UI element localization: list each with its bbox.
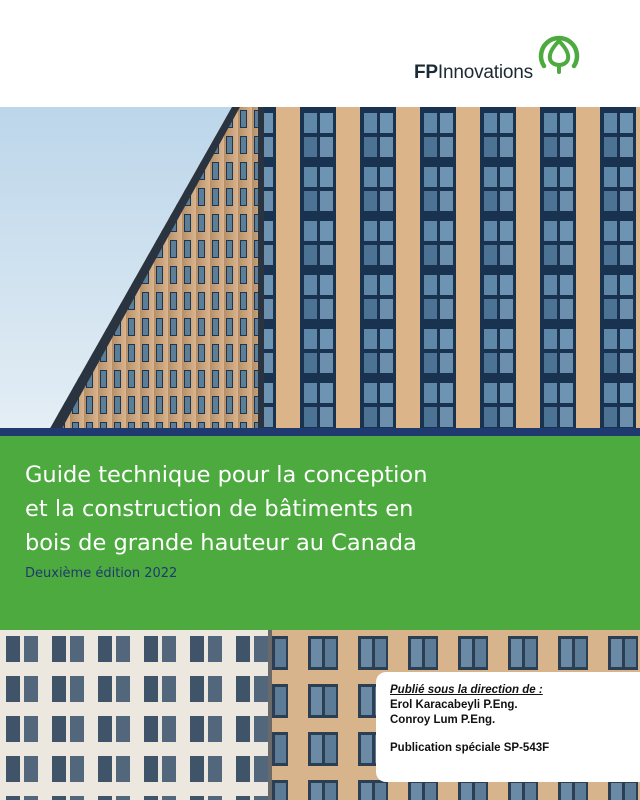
cover-header: [0, 0, 640, 107]
logo-wordmark: FPInnovations: [414, 62, 533, 83]
divider-band: [0, 428, 640, 436]
fpinnovations-logo: [414, 32, 594, 92]
title-line: et la construction de bâtiments en: [25, 496, 414, 522]
document-title: [25, 458, 625, 560]
title-line: Guide technique pour la conception: [25, 462, 428, 488]
publication-info-box: [376, 672, 640, 782]
published-by-label: Publié sous la direction de :: [390, 684, 543, 696]
publication-number: Publication spéciale SP-543F: [390, 742, 550, 754]
tree-leaf-icon: [536, 32, 582, 78]
edition-label: Deuxième édition 2022: [25, 566, 178, 581]
building-photo-top: [0, 107, 640, 432]
editor-name: Conroy Lum P.Eng.: [390, 714, 496, 726]
title-line: bois de grande hauteur au Canada: [25, 530, 417, 556]
editor-name: Erol Karacabeyli P.Eng.: [390, 699, 518, 711]
